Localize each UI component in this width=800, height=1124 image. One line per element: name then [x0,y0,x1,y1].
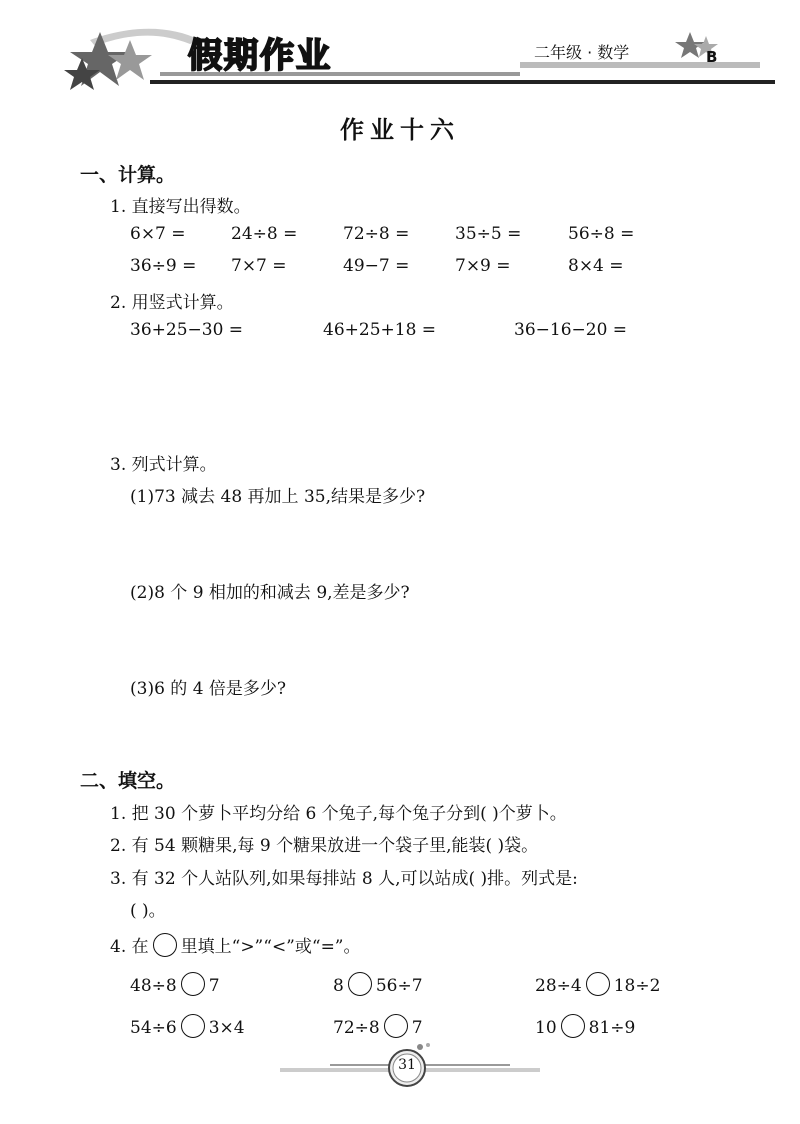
q2-item: 36−16−20 = [514,320,628,340]
q4-label-pre: 4. 在 [110,937,149,957]
fill-item: 3. 有 32 个人站队列,如果每排站 8 人,可以站成( )排。列式是: [110,869,578,889]
compare-item [535,972,660,996]
q1-r2-item: 7×7 = [231,256,287,276]
compare-left: 8 [333,976,344,996]
compare-circle[interactable] [586,972,610,996]
q2-item: 46+25+18 = [323,320,437,340]
fill-item: 1. 把 30 个萝卜平均分给 6 个兔子,每个兔子分到( )个萝卜。 [110,804,567,824]
circle-icon [153,933,177,957]
header-subtitle: 二年级 · 数学 [534,43,630,62]
compare-right: 56÷7 [375,976,423,996]
header-decoration [0,0,800,110]
header-title: 假期作业 [188,36,332,76]
compare-item [333,972,423,996]
q1-r1-item: 56÷8 = [568,224,635,244]
compare-circle[interactable] [181,972,205,996]
q1-r2-item: 8×4 = [568,256,624,276]
q4-label-post: 里填上“>”“<”或“=”。 [180,937,361,957]
q1-r2-item: 36÷9 = [130,256,197,276]
q3-item: (3)6 的 4 倍是多少? [130,679,287,699]
q1-r1-item: 6×7 = [130,224,186,244]
q1-r2-item: 7×9 = [455,256,511,276]
q3-label: 3. 列式计算。 [110,455,217,475]
q3-item: (1)73 减去 48 再加上 35,结果是多少? [130,487,426,507]
fill-item-answer-line: ( )。 [130,901,166,921]
page-number: 31 [398,1057,416,1073]
compare-item [535,1014,635,1038]
section-1-heading: 一、计算。 [80,164,176,186]
header-badge: B [706,48,718,66]
compare-circle[interactable] [181,1014,205,1038]
q1-r1-item: 35÷5 = [455,224,522,244]
compare-circle[interactable] [561,1014,585,1038]
compare-right: 7 [411,1018,423,1038]
q3-item: (2)8 个 9 相加的和减去 9,差是多少? [130,583,410,603]
compare-right: 18÷2 [613,976,661,996]
page-title: 作业十六 [340,115,460,144]
compare-left: 54÷6 [130,1018,177,1038]
compare-item [130,972,220,996]
compare-right: 7 [208,976,220,996]
compare-left: 10 [535,1018,557,1038]
compare-item [333,1014,423,1038]
compare-circle[interactable] [384,1014,408,1038]
compare-left: 28÷4 [535,976,582,996]
compare-right: 3×4 [208,1018,245,1038]
compare-circle[interactable] [348,972,372,996]
q1-r2-item: 49−7 = [343,256,410,276]
q4-label [110,932,361,957]
q1-r1-item: 24÷8 = [231,224,298,244]
q2-item: 36+25−30 = [130,320,244,340]
q2-label: 2. 用竖式计算。 [110,293,234,313]
compare-right: 81÷9 [588,1018,636,1038]
q1-r1-item: 72÷8 = [343,224,410,244]
section-2-heading: 二、填空。 [80,770,176,792]
compare-left: 48÷8 [130,976,177,996]
q1-label: 1. 直接写出得数。 [110,197,251,217]
compare-item [130,1014,245,1038]
compare-left: 72÷8 [333,1018,380,1038]
fill-item: 2. 有 54 颗糖果,每 9 个糖果放进一个袋子里,能装( )袋。 [110,836,539,856]
